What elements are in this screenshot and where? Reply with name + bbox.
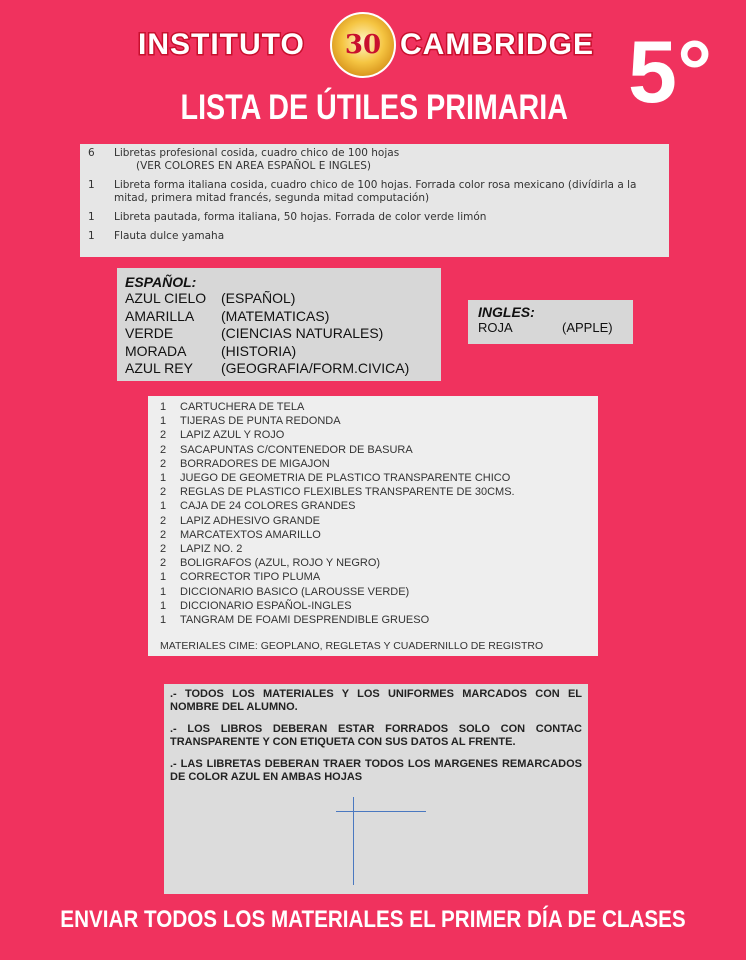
material-item [160,613,586,627]
brand-left-text: INSTITUTO [138,28,305,61]
item-qty: 1 [160,415,167,428]
material-item [160,599,586,613]
item-text: LAPIZ NO. 2 [180,543,243,556]
item-text: DICCIONARIO ESPAÑOL-INGLES [180,599,352,612]
item-text: LAPIZ ADHESIVO GRANDE [180,514,320,527]
item-text: BOLIGRAFOS (AZUL, ROJO Y NEGRO) [180,557,381,570]
material-item [160,585,586,599]
ingles-colors-box [468,300,633,344]
seal-number: 30 [344,30,382,60]
item-text: SACAPUNTAS C/CONTENEDOR DE BASURA [180,443,413,456]
item-description: Flauta dulce yamaha [114,230,225,242]
color-name: AMARILLA [125,307,195,324]
item-qty: 2 [160,514,167,527]
item-text: REGLAS DE PLASTICO FLEXIBLES TRANSPARENTE DE 30CMS. [180,486,515,499]
item-qty: 2 [160,457,167,470]
page-title: LISTA DE ÚTILES PRIMARIA [180,88,568,127]
material-item [160,485,586,499]
item-qty: 1 [160,614,167,627]
material-item [160,514,586,528]
espanol-color-row [125,290,433,308]
notes-box [164,684,588,894]
espanol-color-row [125,360,433,378]
material-item [160,570,586,584]
espanol-rows [125,290,433,378]
item-qty: 2 [160,543,167,556]
material-item [160,542,586,556]
item-qty: 2 [160,486,167,499]
color-name: VERDE [125,325,174,341]
item-qty: 1 [160,401,167,413]
materials-cime: MATERIALES CIME: GEOPLANO, REGLETAS Y CUADERNILLO DE REGISTRO [160,640,544,653]
color-name: AZUL CIELO [125,290,207,306]
anniversary-seal-icon [330,12,396,78]
notes-list [170,688,582,784]
item-text: MARCATEXTOS AMARILLO [180,528,321,541]
item-text: TIJERAS DE PUNTA REDONDA [180,415,341,428]
material-item [160,414,586,428]
note-item: .- TODOS LOS MATERIALES Y LOS UNIFORMES MARCADOS CON EL NOMBRE DEL ALUMNO. [170,688,582,713]
general-supplies-box [80,144,669,257]
grade-label: 5° [628,22,713,121]
item-subnote: (VER COLORES EN AREA ESPAÑOL E INGLES) [136,160,372,172]
general-supply-item [86,179,663,205]
material-item [160,499,586,513]
general-supply-item [86,147,663,173]
color-name: AZUL REY [125,360,193,376]
item-text: LAPIZ AZUL Y ROJO [180,429,285,442]
footer-message: ENVIAR TODOS LOS MATERIALES EL PRIMER DÍA DE CLASES [60,906,686,933]
item-qty: 2 [160,557,167,570]
item-text [114,211,663,224]
item-text: JUEGO DE GEOMETRIA DE PLASTICO TRANSPARENTE CHICO [180,472,511,485]
subject-name: (MATEMATICAS) [221,307,330,324]
material-item [160,471,586,485]
item-text: BORRADORES DE MIGAJON [180,457,330,470]
item-text [114,147,663,173]
item-qty: 1 [88,230,95,242]
material-item [160,400,586,414]
espanol-heading: ESPAÑOL: [125,274,197,290]
ingles-color-row [478,320,623,335]
item-text: CARTUCHERA DE TELA [180,401,305,413]
general-supply-item [86,211,663,224]
item-qty: 1 [88,179,95,191]
material-item [160,528,586,542]
item-qty: 1 [160,599,167,612]
materials-list [160,400,586,627]
item-text [114,179,663,205]
margin-line-horizontal [336,811,426,812]
item-qty: 1 [160,585,167,598]
item-text: CORRECTOR TIPO PLUMA [180,571,321,584]
material-item [160,443,586,457]
subject-name: (APPLE) [562,320,613,335]
note-item: .- LAS LIBRETAS DEBERAN TRAER TODOS LOS MARGENES REMARCADOS DE COLOR AZUL EN AMBAS HOJAS [170,758,582,783]
subject-name: (HISTORIA) [221,342,297,359]
item-qty: 2 [160,443,167,456]
item-text: TANGRAM DE FOAMI DESPRENDIBLE GRUESO [180,614,430,627]
margin-line-vertical [353,797,354,885]
espanol-colors-box [117,268,441,381]
color-name: MORADA [125,342,187,359]
item-qty: 1 [160,472,167,485]
item-description: Libreta pautada, forma italiana, 50 hojas. Forrada de color verde limón [114,211,487,223]
item-qty: 2 [160,429,167,442]
materials-box [148,396,598,656]
color-name: ROJA [478,320,513,335]
item-qty: 1 [160,500,167,513]
item-text: DICCIONARIO BASICO (LAROUSSE VERDE) [180,585,410,598]
general-supplies-list [80,144,669,252]
item-qty: 1 [88,211,95,223]
item-qty: 2 [160,528,167,541]
ingles-rows [478,320,623,335]
item-qty: 1 [160,571,167,584]
material-item [160,556,586,570]
espanol-color-row [125,343,433,361]
item-description: Libreta forma italiana cosida, cuadro chico de 100 hojas. Forrada color rosa mexicano (divídirla a la mitad, primera mitad francés, segunda mitad computación) [114,179,637,204]
brand-right-text: CAMBRIDGE [400,28,594,61]
item-text [114,230,663,243]
material-item [160,457,586,471]
item-description: Libretas profesional cosida, cuadro chico de 100 hojas [114,147,400,159]
ingles-heading: INGLES: [478,304,535,320]
material-item [160,428,586,442]
note-item: .- LOS LIBROS DEBERAN ESTAR FORRADOS SOLO CON CONTAC TRANSPARENTE Y CON ETIQUETA CON SUS DATOS AL FRENTE. [170,723,582,748]
item-qty: 6 [88,147,95,159]
espanol-color-row [125,325,433,343]
espanol-color-row [125,308,433,326]
subject-name: (ESPAÑOL) [221,290,296,306]
school-logo [130,16,620,80]
item-text: CAJA DE 24 COLORES GRANDES [180,500,356,513]
general-supply-item [86,230,663,243]
subject-name: (CIENCIAS NATURALES) [221,325,384,341]
subject-name: (GEOGRAFIA/FORM.CIVICA) [221,360,410,376]
